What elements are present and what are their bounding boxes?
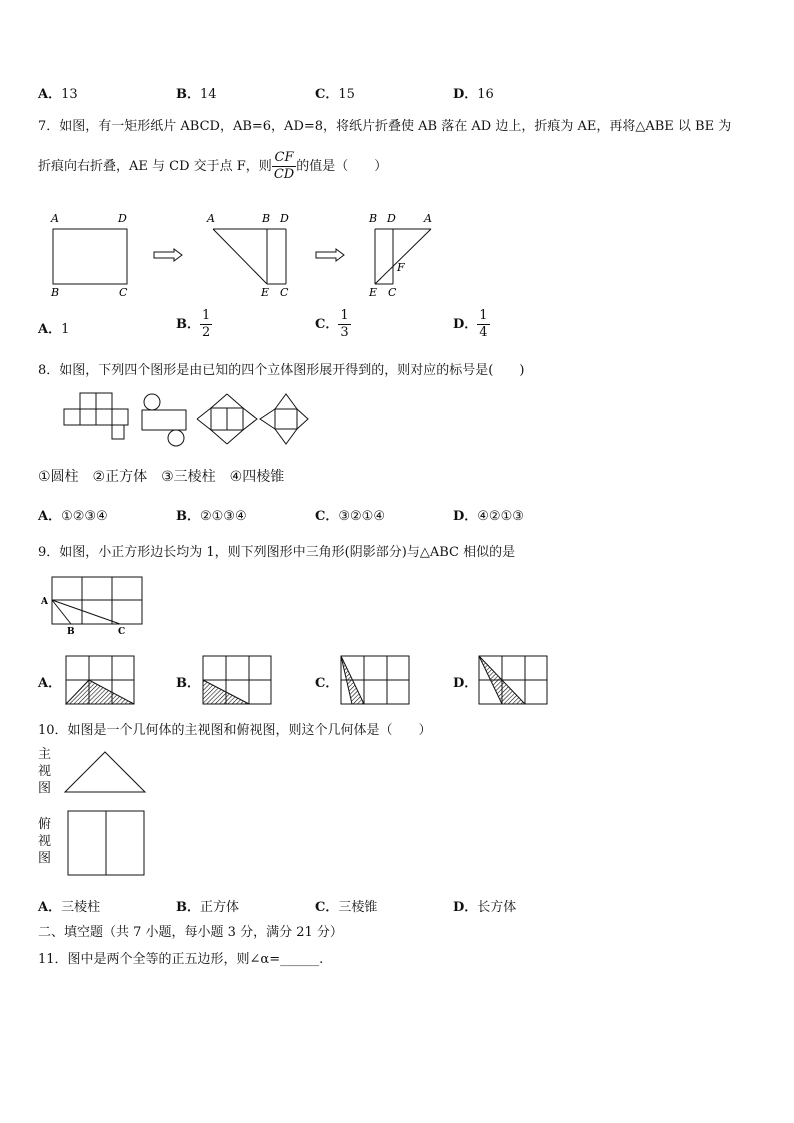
q10-option-b: B．正方体 (176, 900, 240, 915)
q11-stem: 11．图中是两个全等的正五边形，则∠α=______. (38, 952, 324, 967)
svg-text:B: B (369, 212, 378, 225)
svg-text:D: D (280, 212, 289, 225)
q8-option-a: A．①②③④ (38, 509, 108, 524)
arrow-right-icon (314, 248, 346, 262)
q10-top-view-label: 俯视图 (38, 817, 52, 866)
q10-front-view-label: 主视图 (38, 747, 52, 796)
q9-option-b-label: B． (176, 676, 200, 691)
option-d: D．16 (453, 87, 494, 102)
svg-text:A: A (207, 212, 215, 225)
q9-stem: 9．如图，小正方形边长均为 1，则下列图形中三角形(阴影部分)与△ABC 相似的是 (38, 545, 516, 560)
q9-option-d-label: D． (453, 676, 478, 691)
svg-text:F: F (397, 261, 405, 274)
svg-text:E: E (261, 286, 270, 299)
q7-figure-fold2 (362, 208, 452, 300)
svg-text:B: B (51, 286, 60, 299)
section-heading-fill-in: 二、填空题（共 7 小题，每小题 3 分，满分 21 分） (38, 925, 343, 940)
svg-text:B: B (262, 212, 271, 225)
q8-option-b: B．②①③④ (176, 509, 247, 524)
arrow-right-icon (152, 248, 184, 262)
q7-figure-fold1 (200, 208, 300, 300)
q9-option-a-label: A． (38, 676, 62, 691)
q10-front-view (62, 748, 152, 798)
q9-option-b-grid (201, 654, 273, 706)
svg-text:A: A (41, 597, 48, 607)
svg-text:A: A (424, 212, 432, 225)
svg-text:C: C (119, 286, 128, 299)
q7-stem-line2: 折痕向右折叠，AE 与 CD 交于点 F，则 $\frac{CF}{CD}$ 的值是（ ） (38, 150, 388, 182)
svg-text:A: A (51, 212, 59, 225)
option-c: C．15 (315, 87, 355, 102)
q8-shape-list: ①圆柱 ②正方体 ③三棱柱 ④四棱锥 (38, 469, 285, 485)
q10-option-c: C．三棱锥 (315, 900, 378, 915)
q7-option-d: D． $\frac{1}{4}$ (453, 308, 488, 340)
q9-option-a-grid (64, 654, 136, 706)
svg-text:D: D (118, 212, 127, 225)
q9-option-c-label: C． (315, 676, 339, 691)
q8-stem: 8．如图，下列四个图形是由已知的四个立体图形展开得到的，则对应的标号是( ) (38, 363, 525, 378)
q9-reference-grid (38, 574, 148, 638)
q10-option-d: D．长方体 (453, 900, 517, 915)
q8-option-c: C．③②①④ (315, 509, 385, 524)
q8-option-d: D．④②①③ (453, 509, 524, 524)
q8-nets-figure (60, 392, 310, 448)
q7-option-b: B． $\frac{1}{2}$ (176, 308, 211, 340)
svg-text:C: C (280, 286, 289, 299)
svg-text:B: B (67, 627, 75, 637)
q10-top-view (66, 809, 148, 877)
svg-text:D: D (387, 212, 396, 225)
q7-option-a: A．1 (38, 322, 70, 337)
option-b: B．14 (176, 87, 217, 102)
q9-option-c-grid (339, 654, 411, 706)
svg-text:C: C (388, 286, 397, 299)
q7-figure-rectangle (40, 208, 140, 300)
svg-text:C: C (118, 627, 126, 637)
svg-text:E: E (369, 286, 378, 299)
fraction-cf-cd: $\frac{CF}{CD}$ (273, 150, 295, 182)
option-a: A．13 (38, 87, 78, 102)
q7-option-c: C． $\frac{1}{3}$ (315, 308, 349, 340)
q9-option-d-grid (477, 654, 549, 706)
q10-option-a: A．三棱柱 (38, 900, 101, 915)
q7-stem-line1: 7．如图，有一矩形纸片 ABCD，AB=6，AD=8，将纸片折叠使 AB 落在 AD 边上，折痕为 AE，再将△ABE 以 BE 为 (38, 119, 732, 134)
q10-stem: 10．如图是一个几何体的主视图和俯视图，则这个几何体是（ ） (38, 723, 432, 738)
